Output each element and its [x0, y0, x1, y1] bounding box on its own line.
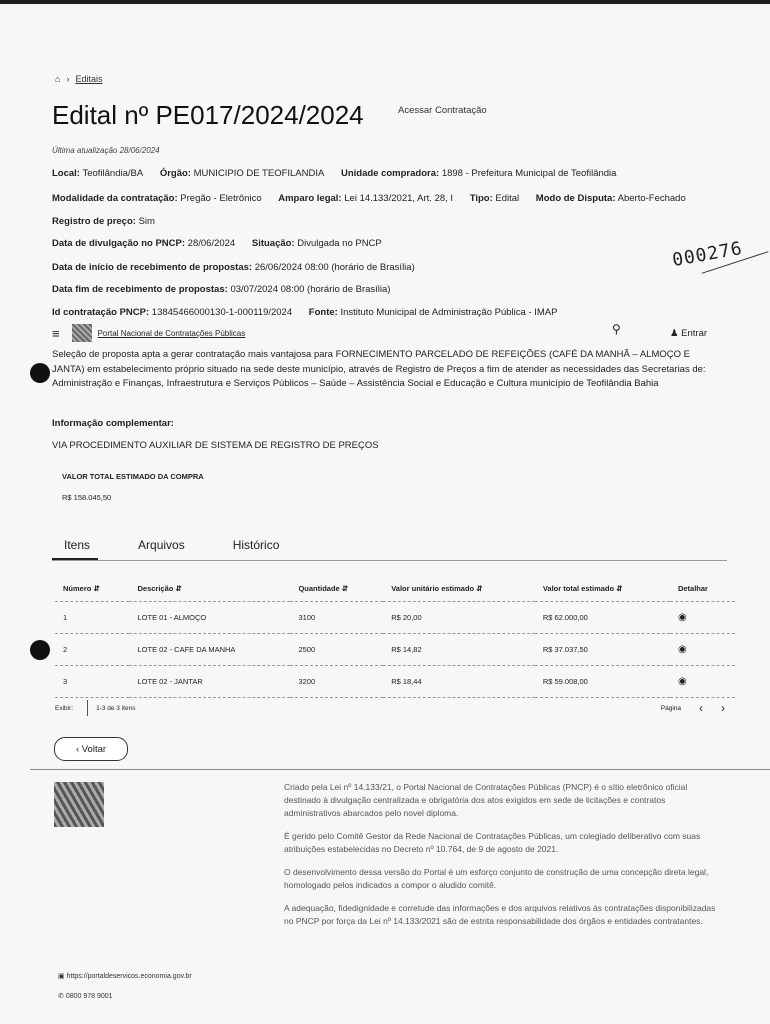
footer-divider: [30, 769, 770, 770]
tab-itens[interactable]: Itens: [52, 538, 98, 560]
orgao-value: MUNICIPIO DE TEOFILANDIA: [193, 168, 325, 179]
unidade-value: 1898 - Prefeitura Municipal de Teofilândia: [441, 168, 617, 179]
phone-icon: ✆: [58, 993, 64, 1000]
page-label: Página: [660, 704, 681, 712]
col-numero[interactable]: Número ⇵: [55, 578, 129, 602]
details-row-3: Registro de preço: Sim: [52, 216, 155, 227]
estimate-label: VALOR TOTAL ESTIMADO DA COMPRA: [62, 472, 204, 481]
chevron-left-icon[interactable]: ‹: [699, 701, 703, 715]
details-row-6: Data fim de recebimento de propostas: 03/07/2024 08:00 (horário de Brasília): [52, 284, 391, 295]
sort-icon: ⇵: [476, 584, 483, 593]
complement-label: Informação complementar:: [52, 418, 174, 429]
chevron-right-icon: ›: [66, 74, 70, 84]
page-size-select[interactable]: [87, 700, 88, 716]
col-valor-total[interactable]: Valor total estimado ⇵: [535, 578, 670, 602]
chevron-left-icon: ‹: [75, 743, 80, 755]
home-icon[interactable]: ⌂: [55, 74, 61, 84]
range-text: 1-3 de 3 itens: [96, 704, 136, 712]
col-valor-unitario[interactable]: Valor unitário estimado ⇵: [383, 578, 535, 602]
footer-phone[interactable]: ✆ 0800 978 9001: [58, 993, 113, 1000]
items-table: [55, 578, 735, 698]
menu-icon[interactable]: ≡: [52, 325, 60, 341]
breadcrumb: [55, 74, 102, 84]
eye-icon[interactable]: ◉: [677, 612, 687, 623]
footer-link[interactable]: ▣ https://portaldeservicos.economia.gov.br: [58, 973, 192, 980]
eye-icon[interactable]: ◉: [677, 676, 687, 687]
col-detalhar: Detalhar: [670, 578, 735, 602]
table-row: 1 LOTE 01 - ALMOÇO 3100 R$ 20,00 R$ 62.000,00 ◉: [55, 602, 735, 634]
estimate-value: R$ 158.045,50: [62, 493, 112, 502]
details-row-2: Modalidade da contratação: Pregão - Eletrônico Amparo legal: Lei 14.133/2021, Art. 28, I Tipo: Edital Modo de Disputa: Aberto-Fechado: [52, 193, 686, 204]
tab-bar: [52, 538, 727, 560]
search-icon[interactable]: ⚲: [612, 322, 621, 336]
object-description: Seleção de proposta apta a gerar contratação mais vantajosa para FORNECIMENTO PARCELADO DE REFEIÇÕES (CAFÉ DA MANHÃ – ALMOÇO E JANTA) em estabelecimento próprio situado na sede deste município, através de Registro de Preços a fim de atender as necessidades das Secretarias de: Administração e Finanças, Infraestrutura e Serviços Públicos – Saúde – Assistência Social e Educação e Cultura município de Teofilândia Bahia: [52, 349, 706, 389]
footer-text: Criado pela Lei nº 14.133/21, o Portal Nacional de Contratações Públicas (PNCP) é o sítio eletrônico oficial destinado à divulgação centralizada e obrigatória dos atos exigidos em sede de licitações e contratos administrativos abarcados pelo novel diploma. É gerido pelo Comitê Gestor da Rede Nacional de Contratações Públicas, um colegiado deliberativo com suas atribuições estabelecidas no Decreto nº 10.764, de 9 de agosto de 2021. O desenvolvimento dessa versão do Portal é um esforço conjunto de construção de uma concepção direta legal, homologado pelos indicados a compor o aludido comitê. A adequação, fidedignidade e corretude das informações e dos arquivos relativos às contratações disponibilizadas no PNCP por força da Lei nº 14.133/2021 são de estrita responsabilidade dos órgãos e entidades contratantes.: [284, 782, 716, 926]
tab-divider: [52, 560, 727, 561]
top-border: [0, 0, 770, 4]
footer-logo: [54, 782, 104, 827]
handwritten-stamp: 000276: [670, 237, 745, 272]
breadcrumb-editais-link[interactable]: Editais: [75, 74, 103, 84]
back-button[interactable]: ‹ Voltar: [54, 737, 128, 761]
link-icon: ▣: [58, 973, 65, 980]
access-contract-link[interactable]: Acessar Contratação: [398, 105, 487, 116]
complement-text: VIA PROCEDIMENTO AUXILIAR DE SISTEMA DE REGISTRO DE PREÇOS: [52, 440, 379, 451]
local-value: Teofilândia/BA: [82, 168, 144, 179]
table-row: 2 LOTE 02 - CAFE DA MANHA 2500 R$ 14,82 R$ 37.037,50 ◉: [55, 634, 735, 666]
tab-historico[interactable]: Histórico: [232, 538, 280, 552]
tab-arquivos[interactable]: Arquivos: [138, 538, 185, 552]
show-label: Exibir:: [55, 704, 74, 712]
page-title: Edital nº PE017/2024/2024: [52, 100, 364, 130]
details-row-5: Data de início de recebimento de propostas: 26/06/2024 08:00 (horário de Brasília): [52, 262, 415, 273]
portal-link[interactable]: Portal Nacional de Contratações Públicas: [97, 328, 246, 338]
details-row-1: Local: Teofilândia/BA Órgão: MUNICIPIO DE TEOFILANDIA Unidade compradora: 1898 - Prefeitura Municipal de Teofilândia: [52, 168, 617, 179]
punch-hole: [30, 640, 50, 660]
details-row-7: Id contratação PNCP: 13845466000130-1-000119/2024 Fonte: Instituto Municipal de Administração Pública - IMAP: [52, 307, 558, 318]
chevron-right-icon[interactable]: ›: [721, 701, 725, 715]
sort-icon: ⇵: [616, 584, 623, 593]
sort-icon: ⇵: [341, 584, 349, 593]
col-quantidade[interactable]: Quantidade ⇵: [290, 578, 383, 602]
pagination: [55, 700, 725, 716]
eye-icon[interactable]: ◉: [677, 644, 687, 655]
punch-hole: [30, 363, 50, 383]
details-row-4: Data de divulgação no PNCP: 28/06/2024 Situação: Divulgada no PNCP: [52, 238, 382, 249]
login-button[interactable]: ♟ Entrar: [670, 328, 708, 339]
last-updated: Última atualização 28/06/2024: [52, 146, 160, 155]
col-descricao[interactable]: Descrição ⇵: [129, 578, 290, 602]
sort-icon: ⇵: [175, 584, 182, 593]
user-icon: ♟: [670, 328, 679, 339]
portal-logo: [72, 324, 92, 342]
table-row: 3 LOTE 02 - JANTAR 3200 R$ 18,44 R$ 59.008,00 ◉: [55, 666, 735, 698]
sort-icon: ⇵: [93, 584, 100, 593]
